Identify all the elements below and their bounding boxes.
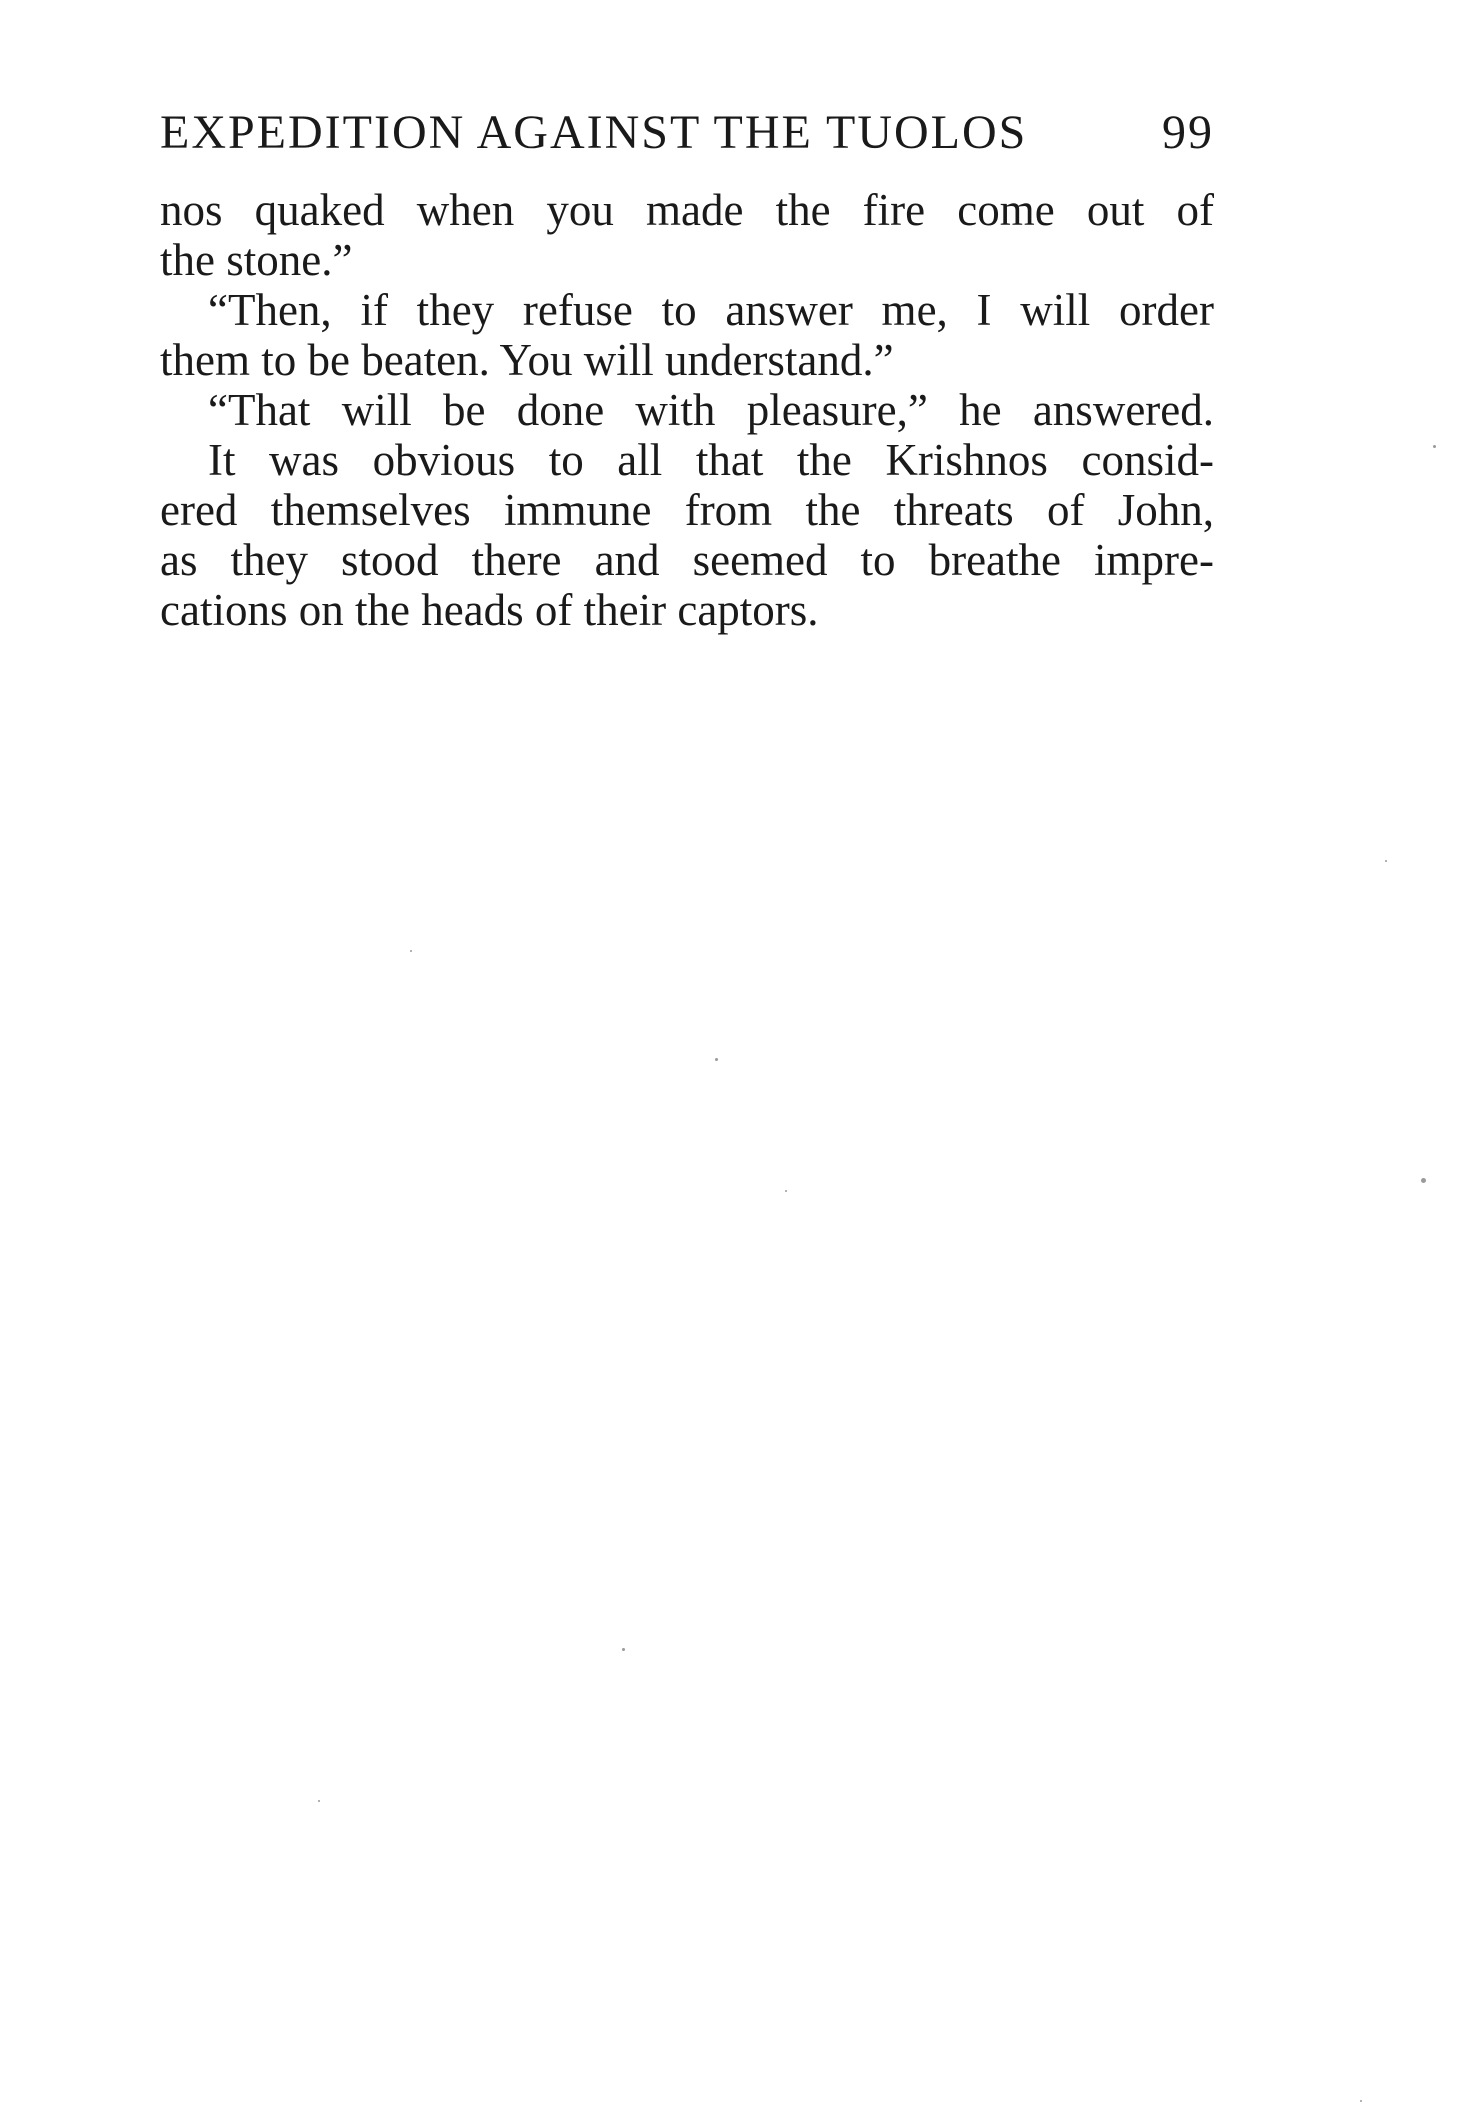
text-line: the stone.” (160, 235, 353, 285)
text-line: them to be beaten. You will understand.” (160, 335, 894, 385)
body-text (160, 185, 1214, 635)
text-line: It was obvious to all that the Krishnos consid- (208, 435, 1214, 485)
text-line: ered themselves immune from the threats of John, (160, 485, 1214, 535)
running-title: EXPEDITION AGAINST THE TUOLOS (160, 106, 1028, 159)
scan-speck (715, 1058, 718, 1061)
text-line: “That will be done with pleasure,” he answered. (208, 385, 1214, 435)
scan-speck (622, 1648, 625, 1651)
text-line: cations on the heads of their captors. (160, 585, 819, 635)
text-line: as they stood there and seemed to breathe impre- (160, 535, 1214, 585)
text-line: “Then, if they refuse to answer me, I will order (208, 285, 1214, 335)
scan-speck (1360, 2100, 1362, 2102)
scan-speck (785, 1190, 787, 1192)
running-head (160, 103, 1214, 163)
scan-speck (1385, 860, 1387, 862)
scan-speck (1433, 445, 1436, 448)
scan-speck (318, 1800, 320, 1802)
scan-speck (410, 950, 412, 952)
page-number: 99 (1162, 106, 1214, 159)
scan-speck (1421, 1178, 1426, 1183)
text-line: nos quaked when you made the fire come out of (160, 185, 1214, 235)
